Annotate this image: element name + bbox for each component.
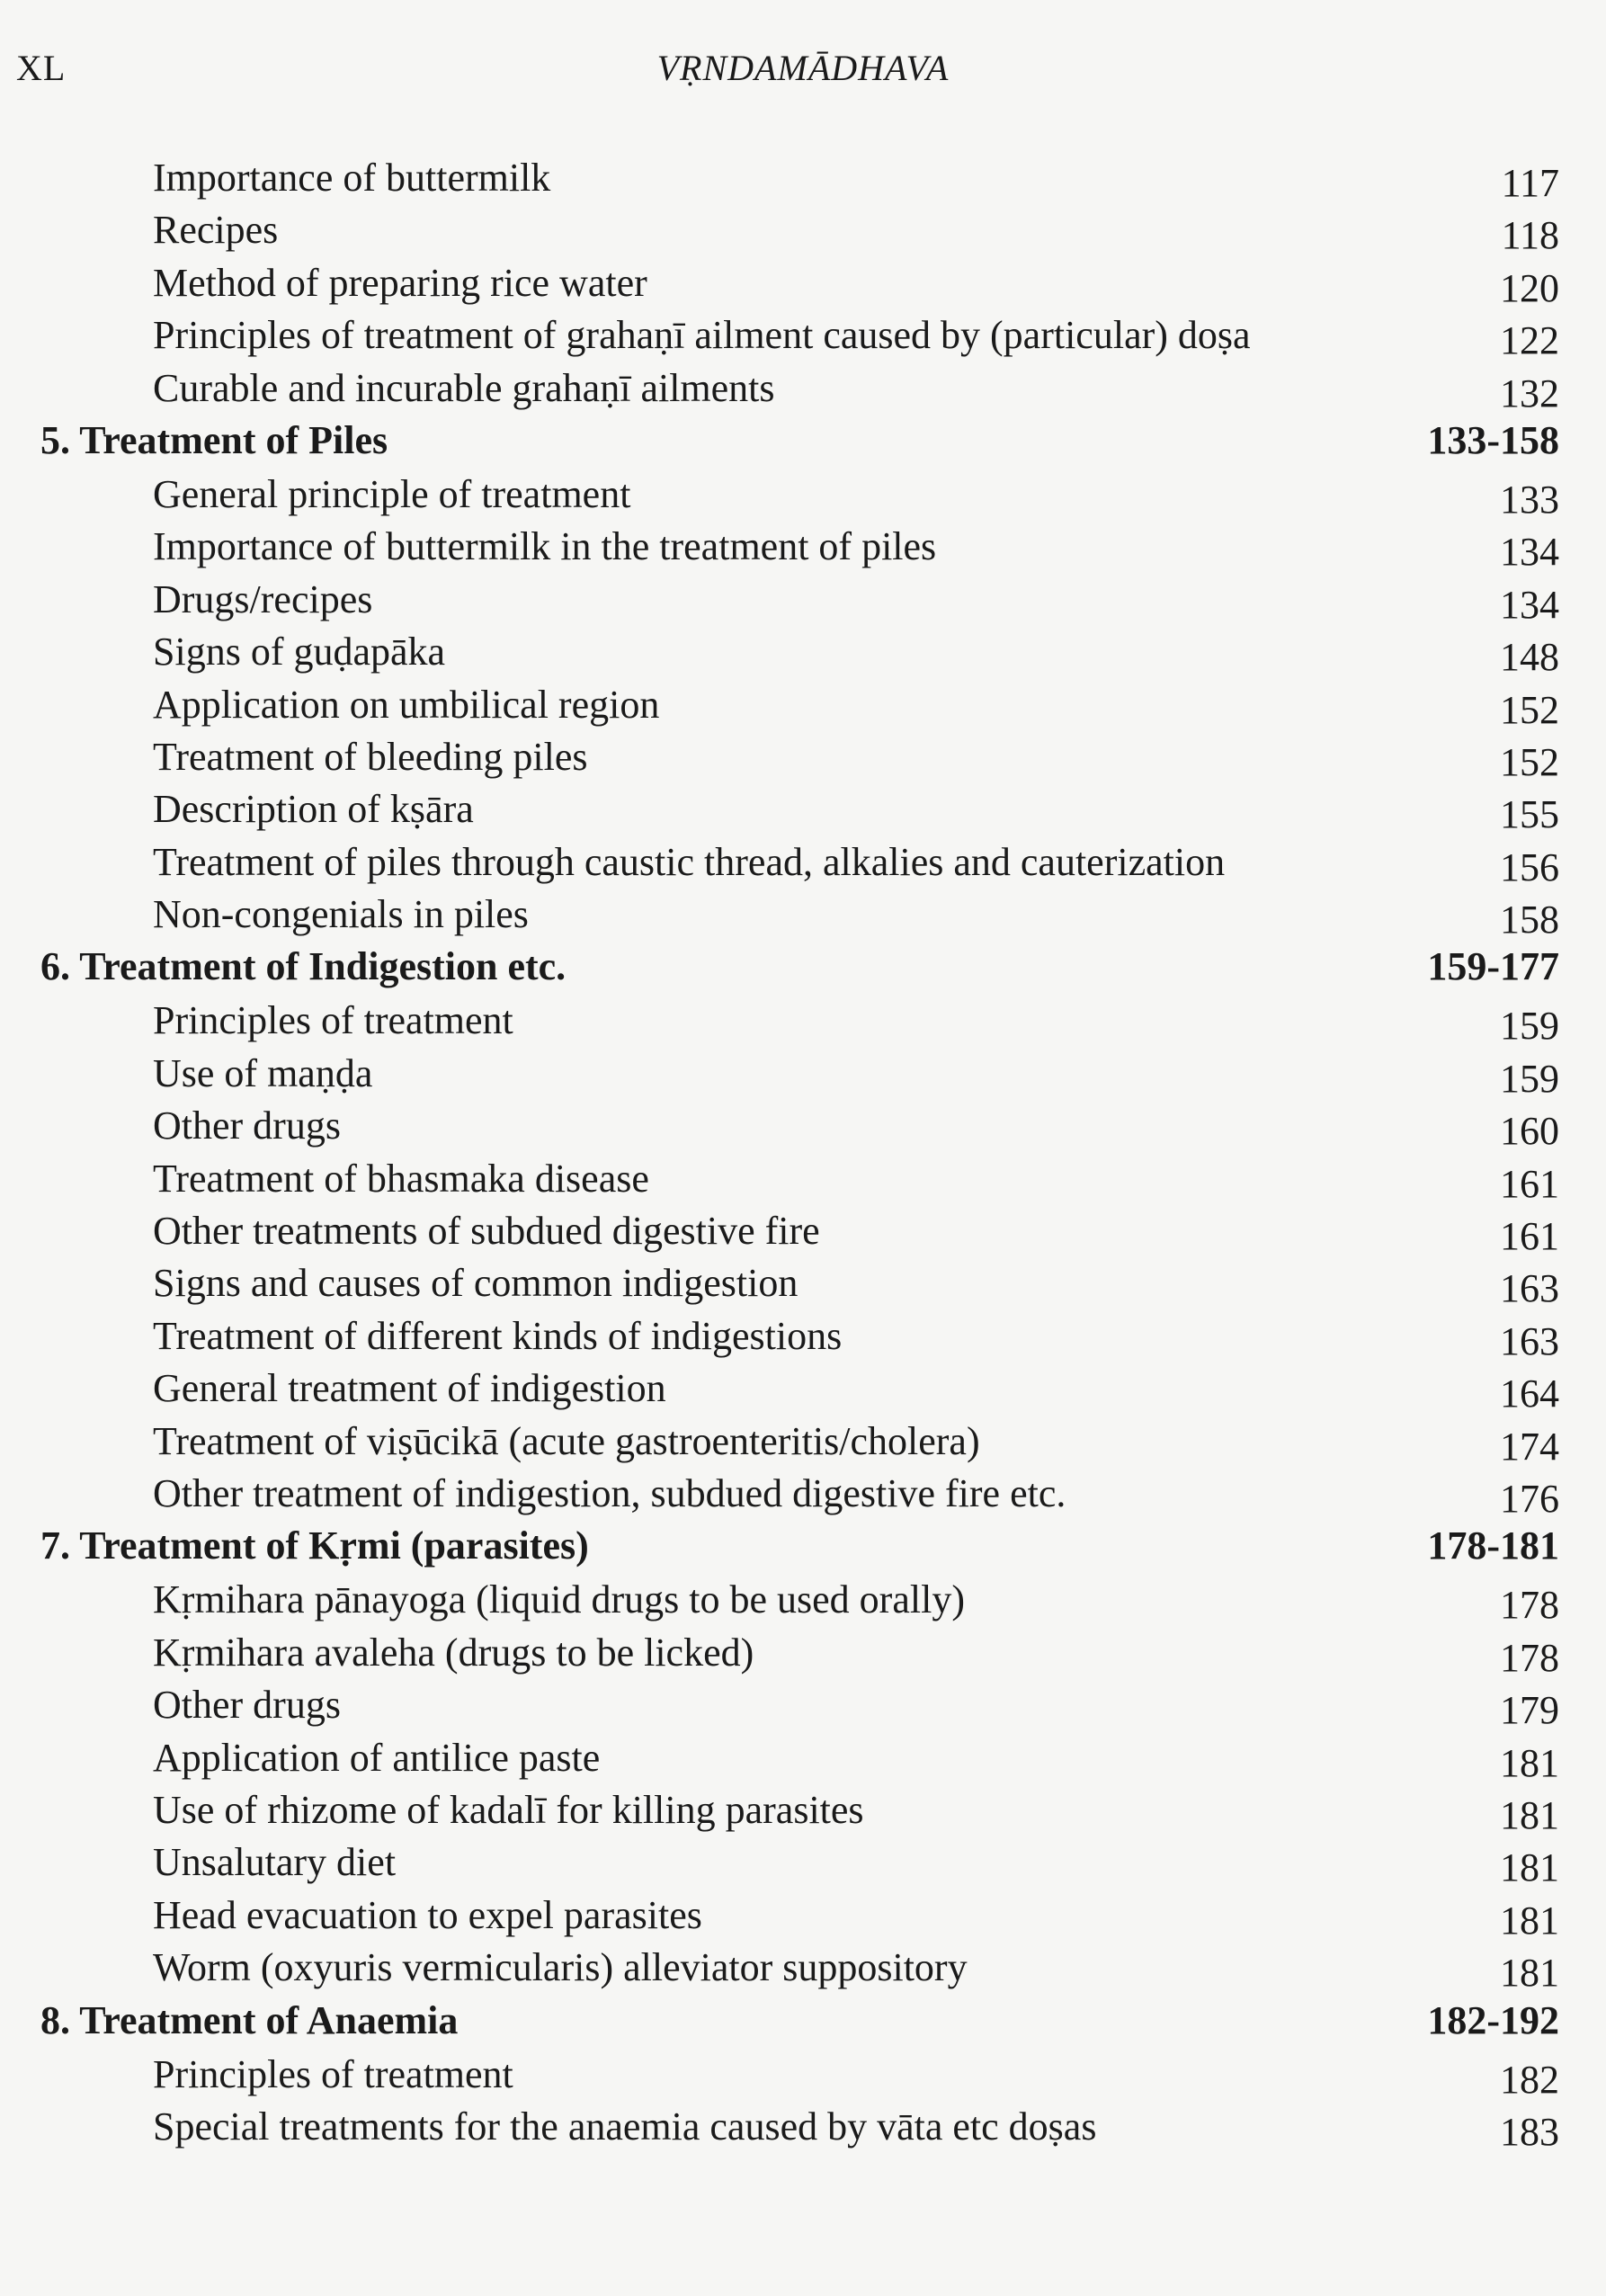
toc-entry bbox=[0, 1418, 1606, 1470]
entry-title: General treatment of indigestion bbox=[153, 1366, 666, 1411]
toc-entry bbox=[0, 1735, 1606, 1787]
entry-page-number: 181 bbox=[1500, 1898, 1559, 1943]
entry-page-number: 132 bbox=[1500, 371, 1559, 415]
toc-entry bbox=[0, 1787, 1606, 1839]
entry-title: Head evacuation to expel parasites bbox=[153, 1892, 702, 1937]
toc-entry bbox=[0, 1260, 1606, 1312]
entry-title: Method of preparing rice water bbox=[153, 260, 647, 305]
entry-page-number: 181 bbox=[1500, 1792, 1559, 1837]
entry-page-number: 178 bbox=[1500, 1635, 1559, 1680]
entry-title: Importance of buttermilk in the treatment of piles bbox=[153, 524, 937, 569]
toc-entry bbox=[0, 155, 1606, 207]
toc-entry bbox=[0, 576, 1606, 629]
toc-entry bbox=[0, 1470, 1606, 1523]
entry-page-number: 148 bbox=[1500, 635, 1559, 680]
toc-entry bbox=[0, 207, 1606, 259]
entry-page-number: 163 bbox=[1500, 1318, 1559, 1363]
entry-page-number: 155 bbox=[1500, 792, 1559, 837]
entry-title: Other drugs bbox=[153, 1103, 341, 1148]
entry-title: Treatment of viṣūcikā (acute gastroenteritis/cholera) bbox=[153, 1418, 980, 1463]
entry-title: Treatment of different kinds of indigestions bbox=[153, 1313, 843, 1358]
entry-title: Other treatment of indigestion, subdued digestive fire etc. bbox=[153, 1470, 1066, 1515]
toc-entry bbox=[0, 2104, 1606, 2156]
entry-page-number: 117 bbox=[1501, 161, 1559, 205]
toc-entry bbox=[0, 1050, 1606, 1103]
entry-page-number: 164 bbox=[1500, 1371, 1559, 1416]
toc-entry bbox=[0, 523, 1606, 576]
entry-page-number: 181 bbox=[1500, 1740, 1559, 1785]
entry-title: Treatment of piles through caustic thread, alkalies and cauterization bbox=[153, 839, 1226, 884]
entry-title: Signs and causes of common indigestion bbox=[153, 1261, 799, 1306]
toc-entry bbox=[0, 1365, 1606, 1417]
entry-title: Description of kṣāra bbox=[153, 787, 474, 832]
entry-title: Principles of treatment of grahaṇī ailment caused by (particular) doṣa bbox=[153, 313, 1251, 358]
entry-page-number: 134 bbox=[1500, 582, 1559, 627]
entry-title: Kṛmihara avaleha (drugs to be licked) bbox=[153, 1630, 754, 1675]
section-title: 6. Treatment of Indigestion etc. bbox=[40, 944, 567, 989]
toc-entry bbox=[0, 1630, 1606, 1682]
toc-entry bbox=[0, 1208, 1606, 1260]
entry-page-number: 159 bbox=[1500, 1056, 1559, 1101]
entry-page-number: 161 bbox=[1500, 1214, 1559, 1259]
toc-entry bbox=[0, 839, 1606, 891]
entry-title: Kṛmihara pānayoga (liquid drugs to be used orally) bbox=[153, 1577, 965, 1622]
entry-page-number: 159 bbox=[1500, 1004, 1559, 1049]
toc-entry bbox=[0, 1313, 1606, 1365]
toc-entry bbox=[0, 1944, 1606, 1997]
section-page-range: 133-158 bbox=[1427, 417, 1559, 462]
entry-page-number: 179 bbox=[1500, 1688, 1559, 1733]
entry-title: Drugs/recipes bbox=[153, 576, 373, 621]
entry-page-number: 176 bbox=[1500, 1476, 1559, 1521]
entry-page-number: 182 bbox=[1500, 2057, 1559, 2102]
section-title: 5. Treatment of Piles bbox=[40, 417, 388, 462]
toc-section-heading bbox=[0, 943, 1606, 997]
entry-title: Non-congenials in piles bbox=[153, 892, 529, 937]
table-of-contents bbox=[0, 155, 1606, 2156]
entry-page-number: 181 bbox=[1500, 1951, 1559, 1996]
entry-title: Other treatments of subdued digestive fire bbox=[153, 1209, 820, 1254]
toc-entry bbox=[0, 997, 1606, 1050]
toc-entry bbox=[0, 734, 1606, 786]
entry-page-number: 174 bbox=[1500, 1424, 1559, 1469]
toc-entry bbox=[0, 682, 1606, 734]
toc-section-heading bbox=[0, 1523, 1606, 1577]
entry-title: General principle of treatment bbox=[153, 471, 631, 516]
entry-title: Use of maṇḍa bbox=[153, 1050, 373, 1095]
toc-section-heading bbox=[0, 417, 1606, 471]
entry-page-number: 161 bbox=[1500, 1161, 1559, 1206]
entry-page-number: 152 bbox=[1500, 739, 1559, 784]
section-title: 7. Treatment of Kṛmi (parasites) bbox=[40, 1523, 589, 1568]
toc-section-heading bbox=[0, 1997, 1606, 2051]
toc-entry bbox=[0, 1839, 1606, 1891]
entry-title: Treatment of bhasmaka disease bbox=[153, 1156, 649, 1201]
entry-page-number: 122 bbox=[1500, 318, 1559, 363]
section-page-range: 182-192 bbox=[1427, 1997, 1559, 2042]
entry-title: Use of rhizome of kadalī for killing parasites bbox=[153, 1787, 864, 1832]
toc-entry bbox=[0, 2051, 1606, 2104]
entry-title: Other drugs bbox=[153, 1683, 341, 1728]
entry-title: Curable and incurable grahaṇī ailments bbox=[153, 365, 775, 410]
entry-title: Unsalutary diet bbox=[153, 1840, 397, 1885]
toc-entry bbox=[0, 1156, 1606, 1208]
entry-title: Principles of treatment bbox=[153, 998, 513, 1043]
entry-page-number: 118 bbox=[1501, 213, 1559, 258]
toc-entry bbox=[0, 1682, 1606, 1734]
page-number-roman: XL bbox=[16, 48, 67, 88]
entry-page-number: 133 bbox=[1500, 477, 1559, 522]
toc-entry bbox=[0, 786, 1606, 838]
entry-title: Signs of guḍapāka bbox=[153, 630, 446, 675]
entry-page-number: 163 bbox=[1500, 1266, 1559, 1311]
entry-page-number: 158 bbox=[1500, 898, 1559, 943]
entry-page-number: 183 bbox=[1500, 2109, 1559, 2154]
entry-page-number: 181 bbox=[1500, 1845, 1559, 1890]
toc-entry bbox=[0, 312, 1606, 364]
entry-page-number: 152 bbox=[1500, 687, 1559, 732]
entry-page-number: 134 bbox=[1500, 530, 1559, 575]
entry-page-number: 160 bbox=[1500, 1109, 1559, 1154]
entry-title: Worm (oxyuris vermicularis) alleviator suppository bbox=[153, 1945, 968, 1990]
entry-page-number: 156 bbox=[1500, 844, 1559, 889]
entry-page-number: 178 bbox=[1500, 1583, 1559, 1628]
section-page-range: 178-181 bbox=[1427, 1523, 1559, 1568]
toc-entry bbox=[0, 629, 1606, 681]
entry-title: Importance of buttermilk bbox=[153, 156, 551, 200]
entry-title: Special treatments for the anaemia caused by vāta etc doṣas bbox=[153, 2104, 1097, 2149]
entry-title: Application on umbilical region bbox=[153, 682, 660, 727]
section-page-range: 159-177 bbox=[1427, 944, 1559, 989]
entry-title: Recipes bbox=[153, 208, 279, 253]
entry-page-number: 120 bbox=[1500, 265, 1559, 310]
toc-entry bbox=[0, 1892, 1606, 1944]
running-title: VṚNDAMĀDHAVA bbox=[656, 48, 950, 88]
toc-entry bbox=[0, 891, 1606, 943]
toc-entry bbox=[0, 471, 1606, 523]
toc-entry bbox=[0, 1577, 1606, 1629]
section-title: 8. Treatment of Anaemia bbox=[40, 1997, 459, 2042]
toc-entry bbox=[0, 1103, 1606, 1155]
entry-title: Application of antilice paste bbox=[153, 1735, 601, 1780]
entry-title: Principles of treatment bbox=[153, 2051, 513, 2096]
toc-entry bbox=[0, 365, 1606, 417]
entry-title: Treatment of bleeding piles bbox=[153, 734, 588, 779]
toc-entry bbox=[0, 260, 1606, 312]
